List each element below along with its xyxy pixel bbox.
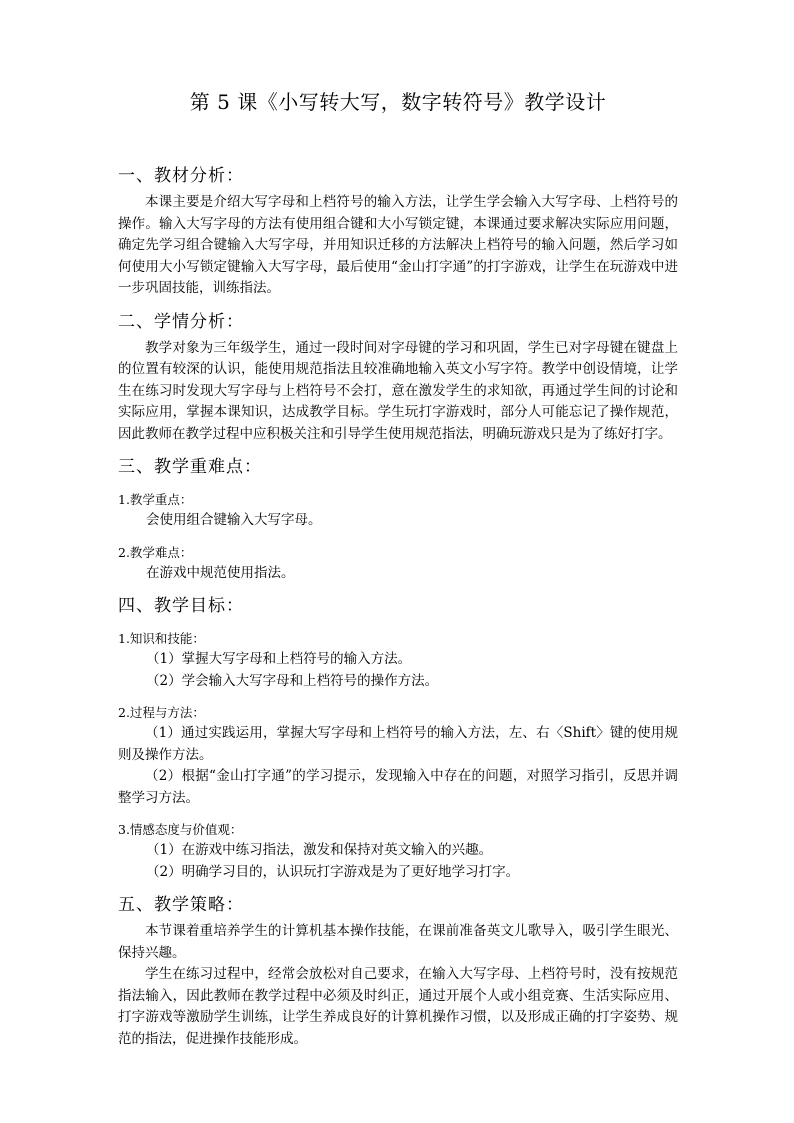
difficult-point-label: 2.教学难点：: [118, 544, 193, 560]
key-point-label: 1.教学重点：: [118, 492, 193, 507]
learner-analysis-paragraph: 教学对象为三年级学生，通过一段时间对字母键的学习和巩固，学生已对字母键在键盘上的位置有较深的认识，能使用规范指法且较准确地输入英文小写字符。教学中创设情境，让学生在练习时发现大写字母与上档符号不会打，意在激发学生的求知欲，再通过学生间的讨论和实际应用，掌握本课知识，达成教学目标。学生玩打字游戏时，部分人可能忘记了操作规范，因此教师在教学过程中应积极关注和引导学生使用规范指法，明确玩游戏只是为了练好打字。: [118, 339, 678, 442]
section-heading-key-difficult-points: 三、教学重难点：: [118, 457, 262, 477]
goal-process-item: （1）通过实践运用，掌握大写字母和上档符号的输入方法，左、右〈Shift〉键的使用规则及操作方法。: [118, 725, 678, 763]
difficult-point-text: 在游戏中规范使用指法。: [146, 564, 295, 581]
goal-process-item: （2）根据“金山打字通”的学习提示，发现输入中存在的问题，对照学习指引，反思并调整学习方法。: [118, 768, 678, 806]
key-point-text: 会使用组合键输入大写字母。: [146, 512, 322, 528]
goal-knowledge-item: （1）掌握大写字母和上档符号的输入方法。: [146, 651, 412, 667]
document-page: [118, 88, 678, 1050]
goal-attitude-label: 3.情感态度与价值观：: [118, 822, 243, 837]
teaching-strategy-paragraph: 学生在练习过程中，经常会放松对自己要求，在输入大写字母、上档符号时，没有按规范指法输入，因此教师在教学过程中必须及时纠正，通过开展个人或小组竞赛、生活实际应用、打字游戏等激励学生训练，让学生养成良好的计算机操作习惯，以及形成正确的打字姿势、规范的指法，促进操作技能形成。: [118, 966, 678, 1047]
section-heading-teaching-goals: 四、教学目标：: [118, 596, 244, 616]
goal-attitude-item: （2）明确学习目的，认识玩打字游戏是为了更好地学习打字。: [146, 863, 520, 880]
section-heading-textbook-analysis: 一、教材分析：: [118, 166, 244, 186]
goal-knowledge-item: （2）学会输入大写字母和上档符号的操作方法。: [146, 672, 439, 689]
goal-knowledge-label: 1.知识和技能：: [118, 631, 205, 646]
teaching-strategy-paragraph: 本节课着重培养学生的计算机基本操作技能，在课前准备英文儿歌导入，吸引学生眼光、保持兴趣。: [118, 923, 678, 961]
document-title: 第 5 课《小写转大写，数字转符号》教学设计: [189, 90, 607, 114]
textbook-analysis-paragraph: 本课主要是介绍大写字母和上档符号的输入方法，让学生学会输入大写字母、上档符号的操作。输入大写字母的方法有使用组合键和大小写锁定键，本课通过要求解决实际应用问题，确定先学习组合键输入大写字母，并用知识迁移的方法解决上档符号的输入问题，然后学习如何使用大小写锁定键输入大写字母，最后使用“金山打字通”的打字游戏，让学生在玩游戏中进一步巩固技能，训练指法。: [118, 194, 678, 296]
section-heading-teaching-strategy: 五、教学策略：: [118, 895, 244, 915]
section-heading-learner-analysis: 二、学情分析：: [118, 311, 244, 332]
goal-attitude-item: （1）在游戏中练习指法，激发和保持对英文输入的兴趣。: [146, 842, 493, 858]
goal-process-label: 2.过程与方法：: [118, 705, 205, 720]
